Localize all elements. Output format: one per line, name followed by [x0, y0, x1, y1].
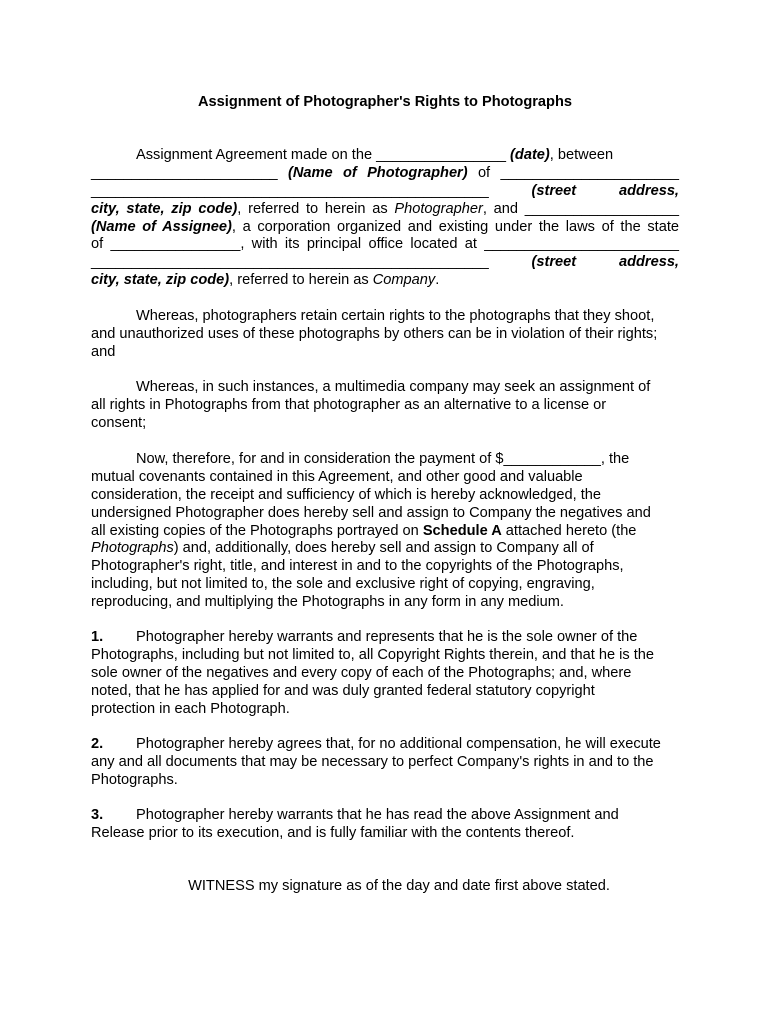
defined-term: Company [372, 272, 436, 289]
paragraph-line [91, 523, 679, 541]
intro-text: , referred to herein as [237, 200, 395, 217]
intro-line [91, 272, 679, 290]
paragraph-line: Release prior to its execution, and is fully familiar with the contents thereof. [91, 824, 575, 841]
paragraph-line [91, 629, 679, 647]
paragraph-line: noted, that he has applied for and was duly granted federal statutory copyright [91, 682, 595, 699]
intro-line [91, 201, 679, 219]
section-1 [91, 629, 679, 718]
paragraph-line: and [91, 343, 116, 360]
paragraph-line: Whereas, in such instances, a multimedia company may seek an assignment of [136, 379, 651, 395]
section-number: 3. [91, 807, 104, 823]
city-state-zip-label: city, state, zip code) [91, 200, 238, 217]
paragraph-text: Photographer hereby agrees that, for no additional compensation, he will execute [136, 736, 661, 752]
defined-term: Photographs [91, 540, 174, 557]
paragraph-line [91, 736, 679, 754]
paragraph-line: sole owner of the negatives and every copy of each of the Photographs; and, where [91, 664, 632, 681]
intro-line [91, 183, 679, 201]
paragraph-line: reproducing, and multiplying the Photographs in any form in any medium. [91, 594, 564, 611]
street-address-label: (street address, [531, 182, 679, 199]
intro-text: , referred to herein as [229, 272, 373, 289]
intro-line [91, 254, 679, 272]
intro-line [91, 147, 679, 165]
paragraph-text: attached hereto (the [501, 522, 637, 539]
assignee-name-label: (Name of Assignee) [91, 218, 232, 235]
intro-text: , and ___________________ [482, 200, 679, 217]
paragraph-line: any and all documents that may be necessary to perfect Company's rights in and to the [91, 753, 654, 770]
paragraph-line: Photographs, including but not limited to, all Copyright Rights therein, and that he is the [91, 646, 655, 663]
intro-text: of ______________________ [467, 164, 680, 181]
intro-text: of ________________, with its principal office located at ________________________ [91, 236, 679, 253]
city-state-zip-label: city, state, zip code) [91, 272, 230, 289]
paragraph-line: Photographs. [91, 771, 178, 788]
paragraph-line: Whereas, photographers retain certain rights to the photographs that they shoot, [136, 308, 655, 324]
intro-text: _______________________ [91, 164, 289, 181]
defined-term: Photographer [394, 200, 483, 217]
street-address-label: (street address, [531, 254, 679, 271]
intro-text: _________________________________________________ [91, 182, 532, 199]
intro-text: , a corporation organized and existing under the laws of the state [231, 218, 679, 235]
document-title: Assignment of Photographer's Rights to Photographs [198, 94, 572, 110]
intro-text: . [435, 272, 440, 289]
paragraph-text: Photographer hereby warrants and represents that he is the sole owner of the [136, 629, 638, 645]
intro-text: _________________________________________________ [91, 254, 532, 271]
intro-line [91, 165, 679, 183]
section-number: 2. [91, 736, 104, 752]
intro-text: , between [549, 147, 614, 163]
date-label: (date) [510, 147, 550, 163]
schedule-a-reference: Schedule A [422, 522, 502, 539]
section-2 [91, 736, 679, 790]
whereas-paragraph-1 [91, 308, 679, 362]
paragraph-line: Photographer's right, title, and interest in and to the copyrights of the Photographs, [91, 558, 624, 575]
paragraph-text: ) and, additionally, does hereby sell and assign to Company all of [173, 540, 594, 557]
consideration-paragraph [91, 451, 679, 612]
paragraph-text: all existing copies of the Photographs portrayed on [91, 522, 423, 539]
whereas-paragraph-2 [91, 379, 679, 433]
paragraph-line: mutual covenants contained in this Agreement, and other good and valuable [91, 468, 583, 485]
witness-line: WITNESS my signature as of the day and date first above stated. [188, 878, 610, 894]
paragraph-text: Photographer hereby warrants that he has read the above Assignment and [136, 807, 619, 823]
paragraph-line [91, 540, 679, 558]
paragraph-line: consent; [91, 414, 147, 431]
paragraph-line: including, but not limited to, the sole and exclusive right of copying, engraving, [91, 576, 595, 593]
paragraph-line [91, 807, 679, 825]
intro-line [91, 236, 679, 254]
paragraph-line: protection in each Photograph. [91, 700, 290, 717]
paragraph-line: Now, therefore, for and in consideration the payment of $____________, the [136, 451, 630, 467]
section-number: 1. [91, 629, 104, 645]
intro-paragraph [91, 147, 679, 290]
intro-line [91, 219, 679, 237]
section-3 [91, 807, 679, 843]
paragraph-line: consideration, the receipt and sufficiency of which is hereby acknowledged, the [91, 486, 602, 503]
paragraph-line: and unauthorized uses of these photographs by others can be in violation of their rights; [91, 325, 658, 342]
photographer-name-label: (Name of Photographer) [288, 164, 468, 181]
paragraph-line: all rights in Photographs from that photographer as an alternative to a license or [91, 396, 607, 413]
paragraph-line: undersigned Photographer does hereby sell and assign to Company the negatives and [91, 504, 651, 521]
intro-text: Assignment Agreement made on the ________________ [136, 147, 511, 163]
